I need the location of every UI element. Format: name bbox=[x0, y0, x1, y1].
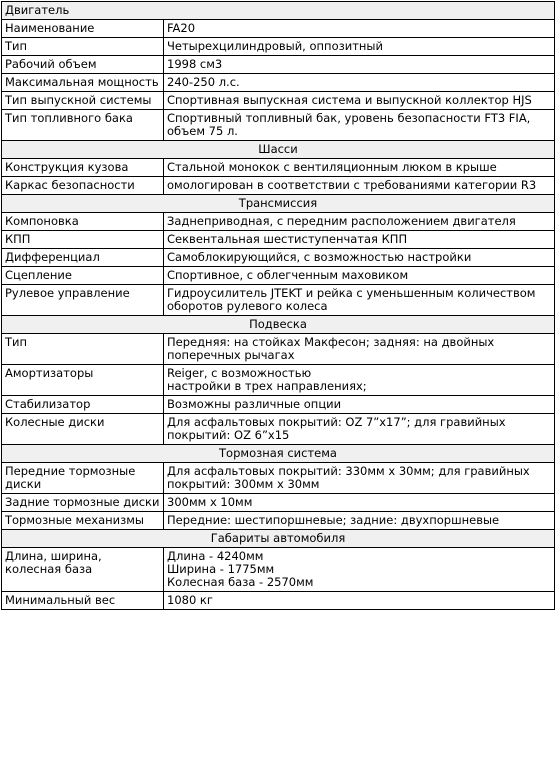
table-row bbox=[2, 213, 555, 231]
section-title: Трансмиссия bbox=[2, 195, 555, 213]
row-value: Возможны различные опции bbox=[164, 396, 555, 414]
table-row bbox=[2, 414, 555, 445]
section-title: Подвеска bbox=[2, 316, 555, 334]
row-value: 300мм x 10мм bbox=[164, 494, 555, 512]
section-title: Шасси bbox=[2, 141, 555, 159]
row-value: FA20 bbox=[164, 20, 555, 38]
section-header-row bbox=[2, 445, 555, 463]
row-label: Передние тормозные диски bbox=[2, 463, 164, 494]
row-value: Четырехцилиндровый, оппозитный bbox=[164, 38, 555, 56]
section-title: Тормозная система bbox=[2, 445, 555, 463]
table-row bbox=[2, 159, 555, 177]
table-row bbox=[2, 267, 555, 285]
table-row bbox=[2, 285, 555, 316]
table-row bbox=[2, 110, 555, 141]
row-label: Тип bbox=[2, 334, 164, 365]
row-label: Рабочий объем bbox=[2, 56, 164, 74]
row-value: Заднеприводная, с передним расположением двигателя bbox=[164, 213, 555, 231]
row-label: Каркас безопасности bbox=[2, 177, 164, 195]
table-title-row bbox=[2, 2, 555, 20]
row-value: Спортивное, с облегченным маховиком bbox=[164, 267, 555, 285]
row-label: Тип выпускной системы bbox=[2, 92, 164, 110]
section-header-row bbox=[2, 195, 555, 213]
row-value: Передняя: на стойках Макфесон; задняя: на двойных поперечных рычагах bbox=[164, 334, 555, 365]
row-value: Спортивный топливный бак, уровень безопасности FT3 FIA, объем 75 л. bbox=[164, 110, 555, 141]
row-value: омологирован в соответствии с требованиями категории R3 bbox=[164, 177, 555, 195]
row-label: Стабилизатор bbox=[2, 396, 164, 414]
row-label: Колесные диски bbox=[2, 414, 164, 445]
table-row bbox=[2, 592, 555, 610]
row-value: Длина - 4240мм Ширина - 1775мм Колесная база - 2570мм bbox=[164, 548, 555, 592]
table-row bbox=[2, 334, 555, 365]
row-label: Компоновка bbox=[2, 213, 164, 231]
table-row bbox=[2, 494, 555, 512]
table-row bbox=[2, 20, 555, 38]
row-label: Длина, ширина, колесная база bbox=[2, 548, 164, 592]
table-row bbox=[2, 56, 555, 74]
row-label: КПП bbox=[2, 231, 164, 249]
section-header-row bbox=[2, 316, 555, 334]
table-row bbox=[2, 463, 555, 494]
row-value: Гидроусилитель JTEKT и рейка с уменьшенным количеством оборотов рулевого колеса bbox=[164, 285, 555, 316]
table-row bbox=[2, 249, 555, 267]
table-title: Двигатель bbox=[2, 2, 555, 20]
table-row bbox=[2, 396, 555, 414]
row-value: Для асфальтовых покрытий: 330мм x 30мм; для гравийных покрытий: 300мм x 30мм bbox=[164, 463, 555, 494]
row-label: Амортизаторы bbox=[2, 365, 164, 396]
row-label: Тип bbox=[2, 38, 164, 56]
table-row bbox=[2, 231, 555, 249]
table-row bbox=[2, 365, 555, 396]
row-label: Максимальная мощность bbox=[2, 74, 164, 92]
section-header-row bbox=[2, 530, 555, 548]
row-value: Reiger, с возможностью настройки в трех направлениях; bbox=[164, 365, 555, 396]
row-label: Конструкция кузова bbox=[2, 159, 164, 177]
row-value: Секвентальная шестиступенчатая КПП bbox=[164, 231, 555, 249]
table-row bbox=[2, 177, 555, 195]
row-value: Самоблокирующийся, с возможностью настройки bbox=[164, 249, 555, 267]
row-label: Рулевое управление bbox=[2, 285, 164, 316]
row-label: Наименование bbox=[2, 20, 164, 38]
row-value: Стальной монокок с вентиляционным люком в крыше bbox=[164, 159, 555, 177]
row-label: Тип топливного бака bbox=[2, 110, 164, 141]
row-label: Задние тормозные диски bbox=[2, 494, 164, 512]
row-value: 1080 кг bbox=[164, 592, 555, 610]
row-value: Для асфальтовых покрытий: OZ 7”x17”; для гравийных покрытий: OZ 6”x15 bbox=[164, 414, 555, 445]
row-value: 1998 см3 bbox=[164, 56, 555, 74]
table-row bbox=[2, 92, 555, 110]
row-label: Тормозные механизмы bbox=[2, 512, 164, 530]
spec-table bbox=[1, 1, 555, 610]
table-row bbox=[2, 512, 555, 530]
row-value: Спортивная выпускная система и выпускной коллектор HJS bbox=[164, 92, 555, 110]
row-label: Дифференциал bbox=[2, 249, 164, 267]
section-title: Габариты автомобиля bbox=[2, 530, 555, 548]
row-value: Передние: шестипоршневые; задние: двухпоршневые bbox=[164, 512, 555, 530]
table-row bbox=[2, 74, 555, 92]
table-row bbox=[2, 38, 555, 56]
row-value: 240-250 л.с. bbox=[164, 74, 555, 92]
table-row bbox=[2, 548, 555, 592]
row-label: Сцепление bbox=[2, 267, 164, 285]
spec-table-body bbox=[2, 2, 555, 610]
section-header-row bbox=[2, 141, 555, 159]
row-label: Минимальный вес bbox=[2, 592, 164, 610]
